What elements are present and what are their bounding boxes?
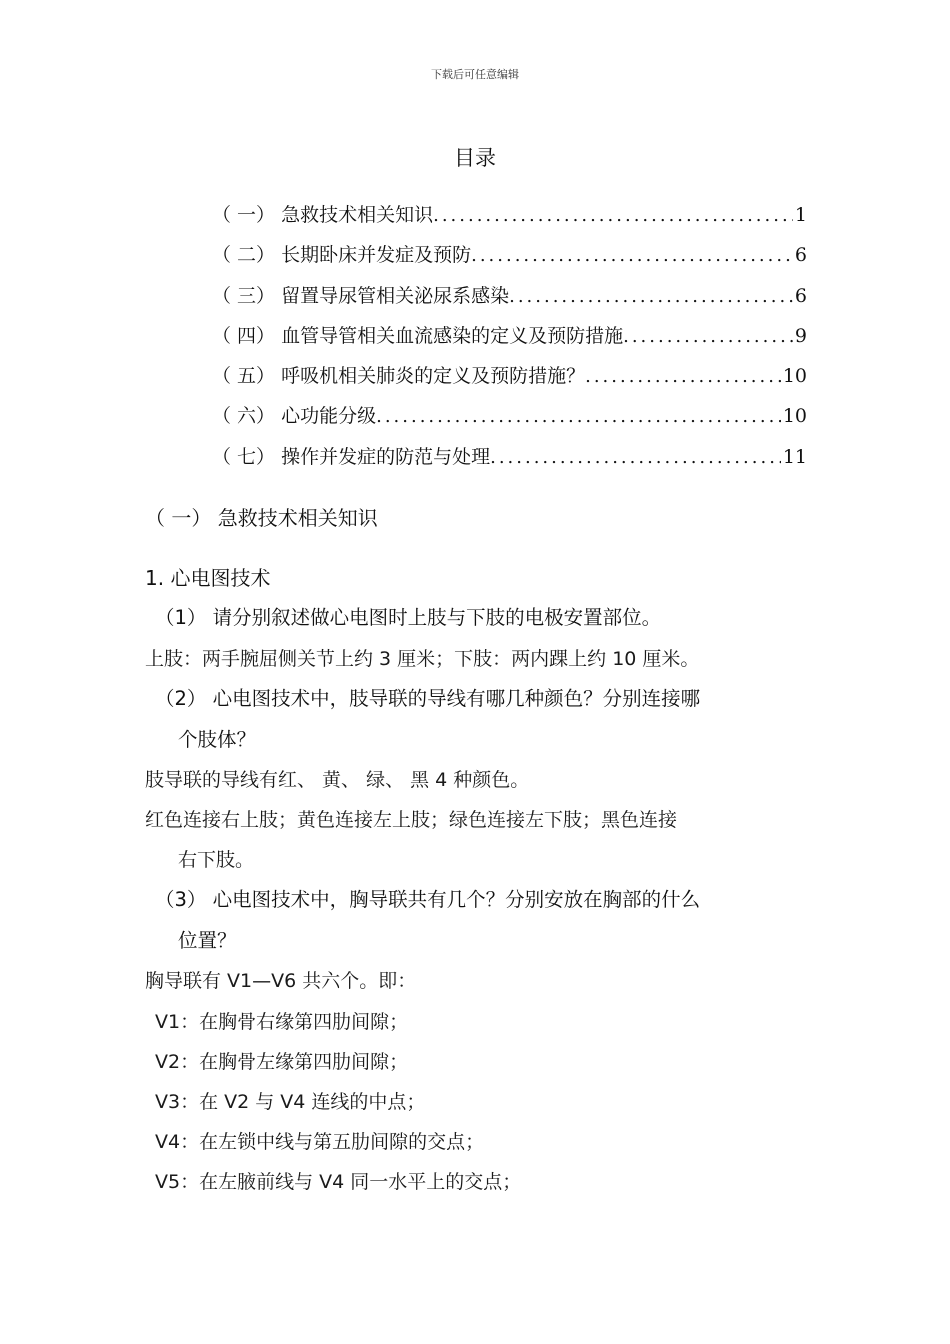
toc-entry-page: 10 <box>782 365 807 388</box>
lead-item: V5：在左腋前线与 V4 同一水平上的交点； <box>155 1171 522 1193</box>
answer-2-line-3: 右下肢。 <box>178 849 255 871</box>
toc-leader-dots <box>376 406 781 427</box>
lead-item: V2：在胸骨左缘第四肋间隙； <box>155 1051 409 1073</box>
toc-entry-page: 11 <box>782 445 807 468</box>
answer-1: 上肢：两手腕屈侧关节上约 3 厘米；下肢：两内踝上约 10 厘米。 <box>145 648 700 670</box>
lead-item: V1：在胸骨右缘第四肋间隙； <box>155 1011 409 1033</box>
question-3-line-1: （3） 心电图技术中，胸导联共有几个？分别安放在胸部的什么 <box>155 888 701 911</box>
table-of-contents <box>212 200 807 482</box>
answer-3-intro: 胸导联有 V1—V6 共六个。即： <box>145 970 417 992</box>
toc-entry-page: 1 <box>794 204 807 226</box>
question-2-line-1: （2） 心电图技术中，肢导联的导线有哪几种颜色？分别连接哪 <box>155 687 701 710</box>
toc-entry[interactable] <box>212 240 807 280</box>
toc-leader-dots <box>490 447 781 468</box>
toc-entry[interactable] <box>212 401 807 441</box>
toc-entry[interactable] <box>212 321 807 361</box>
toc-leader-dots <box>471 245 793 266</box>
subsection-heading: 1. 心电图技术 <box>145 566 271 590</box>
toc-entry-label: （ 五） 呼吸机相关肺炎的定义及预防措施？ <box>212 365 586 388</box>
question-1: （1） 请分别叙述做心电图时上肢与下肢的电极安置部位。 <box>155 606 662 629</box>
toc-entry-page: 6 <box>794 284 807 307</box>
section-heading: （ 一） 急救技术相关知识 <box>145 506 378 530</box>
toc-entry[interactable] <box>212 442 807 482</box>
toc-title: 目录 <box>454 146 496 170</box>
answer-2-line-1: 肢导联的导线有红、 黄、 绿、 黑 4 种颜色。 <box>145 769 530 791</box>
lead-item: V3：在 V2 与 V4 连线的中点； <box>155 1091 426 1113</box>
toc-entry-label: （ 四） 血管导管相关血流感染的定义及预防措施 <box>212 324 624 347</box>
toc-entry-label: （ 一） 急救技术相关知识 <box>212 204 434 226</box>
answer-2-line-2: 红色连接右上肢；黄色连接左上肢；绿色连接左下肢；黑色连接 <box>145 809 678 831</box>
toc-entry-page: 6 <box>794 244 807 267</box>
toc-leader-dots <box>509 286 793 307</box>
toc-entry-label: （ 六） 心功能分级 <box>212 405 377 428</box>
toc-leader-dots <box>623 326 793 347</box>
toc-entry-page: 10 <box>782 405 807 428</box>
toc-entry-page: 9 <box>794 324 807 347</box>
page-header: 下载后可任意编辑 <box>431 68 519 81</box>
toc-leader-dots <box>433 205 793 226</box>
lead-item: V4：在左锁中线与第五肋间隙的交点； <box>155 1131 485 1153</box>
question-2-line-2: 个肢体？ <box>178 728 257 751</box>
toc-entry-label: （ 二） 长期卧床并发症及预防 <box>212 244 472 267</box>
toc-entry-label: （ 七） 操作并发症的防范与处理 <box>212 445 491 468</box>
toc-leader-dots <box>585 366 781 387</box>
question-3-line-2: 位置？ <box>178 929 237 952</box>
toc-entry[interactable] <box>212 361 807 401</box>
toc-entry-label: （ 三） 留置导尿管相关泌尿系感染 <box>212 284 510 307</box>
toc-entry[interactable] <box>212 281 807 321</box>
toc-entry[interactable] <box>212 200 807 240</box>
